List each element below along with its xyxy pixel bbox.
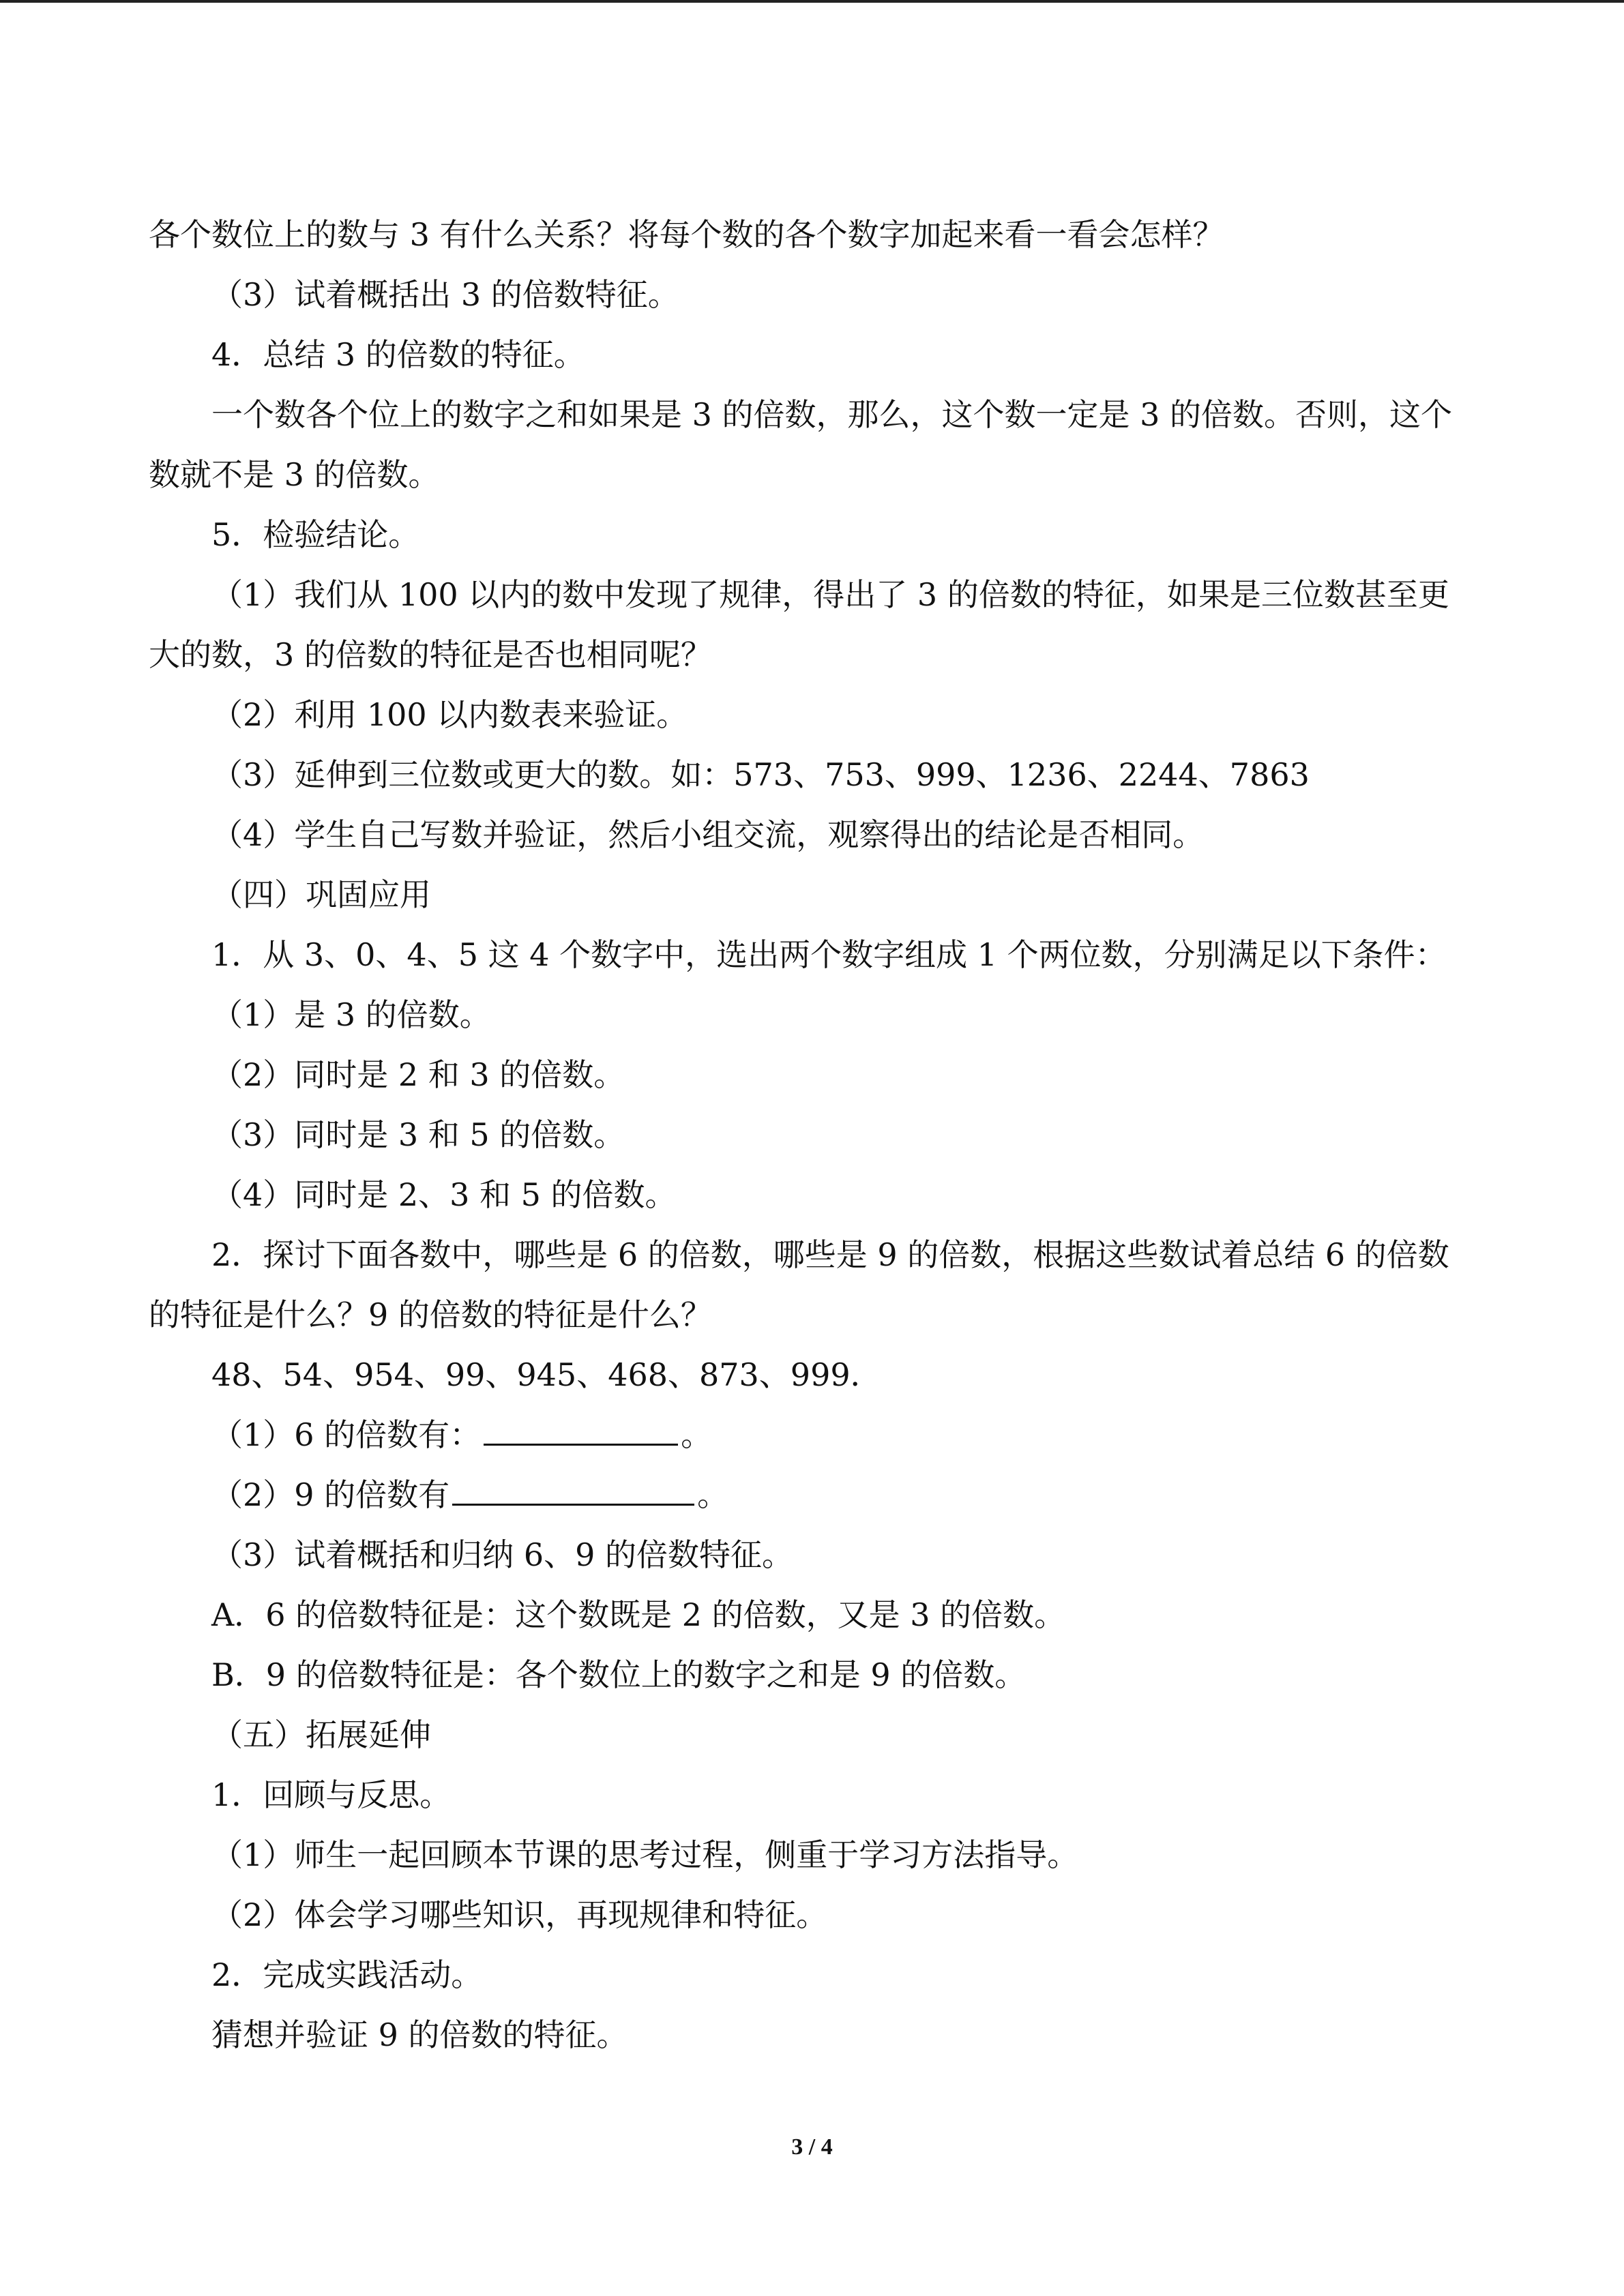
section-heading: （五）拓展延伸 bbox=[211, 1716, 431, 1753]
page-number: 3 / 4 bbox=[791, 2134, 833, 2160]
exercise-item: 2．完成实践活动。 bbox=[211, 1956, 483, 1993]
answer-blank[interactable] bbox=[452, 1474, 694, 1506]
paragraph: 一个数各个位上的数字之和如果是 3 的倍数，那么，这个数一定是 3 的倍数。否则，这个数就不是 3 的倍数。 bbox=[149, 396, 1453, 493]
paragraph: 各个数位上的数与 3 有什么关系？将每个数的各个数字加起来看一看会怎样？ bbox=[149, 216, 1224, 253]
exercise-subitem: （1）是 3 的倍数。 bbox=[211, 996, 491, 1033]
section-heading: 5．检验结论。 bbox=[211, 516, 420, 553]
answer-blank[interactable] bbox=[484, 1414, 678, 1446]
paragraph: （3）试着概括出 3 的倍数特征。 bbox=[211, 276, 679, 313]
fill-in-line bbox=[149, 1405, 1472, 1465]
paragraph: 猜想并验证 9 的倍数的特征。 bbox=[211, 2016, 628, 2053]
answer-item: B．9 的倍数特征是：各个数位上的数字之和是 9 的倍数。 bbox=[211, 1656, 1027, 1693]
fill-in-line bbox=[149, 1465, 1472, 1525]
exercise-item: 1．回顾与反思。 bbox=[211, 1776, 452, 1813]
number-list: 48、54、954、99、945、468、873、999． bbox=[211, 1356, 882, 1393]
exercise-item: 1．从 3、0、4、5 这 4 个数字中，选出两个数字组成 1 个两位数，分别满足以下条件： bbox=[211, 936, 1447, 973]
exercise-subitem: （2）体会学习哪些知识，再现规律和特征。 bbox=[211, 1896, 828, 1933]
fill-in-end: 。 bbox=[681, 1416, 713, 1453]
paragraph: （4）学生自己写数并验证，然后小组交流，观察得出的结论是否相同。 bbox=[211, 816, 1205, 853]
answer-item: A．6 的倍数特征是：这个数既是 2 的倍数，又是 3 的倍数。 bbox=[211, 1596, 1066, 1633]
fill-in-label: （1）6 的倍数有： bbox=[211, 1416, 482, 1453]
document-body bbox=[149, 205, 1472, 2065]
section-heading: （四）巩固应用 bbox=[211, 876, 431, 913]
top-border-line bbox=[0, 0, 1624, 3]
exercise-subitem: （3）试着概括和归纳 6、9 的倍数特征。 bbox=[211, 1536, 794, 1573]
exercise-subitem: （4）同时是 2、3 和 5 的倍数。 bbox=[211, 1176, 677, 1213]
exercise-item: 2．探讨下面各数中，哪些是 6 的倍数，哪些是 9 的倍数，根据这些数试着总结 6 的倍数的特征是什么？9 的倍数的特征是什么？ bbox=[149, 1236, 1449, 1333]
paragraph: （1）我们从 100 以内的数中发现了规律，得出了 3 的倍数的特征，如果是三位数甚至更大的数，3 的倍数的特征是否也相同呢？ bbox=[149, 576, 1449, 673]
exercise-subitem: （2）同时是 2 和 3 的倍数。 bbox=[211, 1056, 625, 1093]
exercise-subitem: （1）师生一起回顾本节课的思考过程，侧重于学习方法指导。 bbox=[211, 1836, 1079, 1873]
section-heading: 4．总结 3 的倍数的特征。 bbox=[211, 336, 585, 373]
paragraph: （2）利用 100 以内数表来验证。 bbox=[211, 696, 688, 733]
paragraph: （3）延伸到三位数或更大的数。如：573、753、999、1236、2244、7863 bbox=[211, 756, 1310, 793]
exercise-subitem: （3）同时是 3 和 5 的倍数。 bbox=[211, 1116, 625, 1153]
fill-in-end: 。 bbox=[697, 1476, 729, 1513]
fill-in-label: （2）9 的倍数有 bbox=[211, 1476, 450, 1513]
